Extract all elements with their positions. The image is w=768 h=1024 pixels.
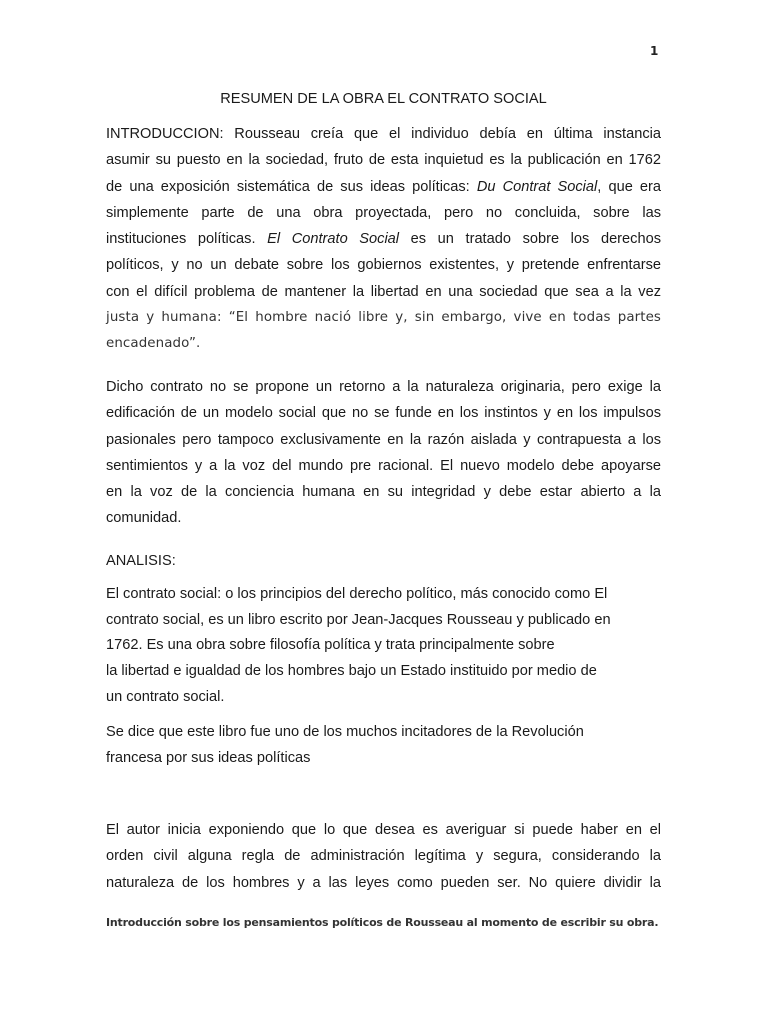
intro-line-3: de una exposición sistemática de sus ideas políticas: Du Contrat Social, que era	[106, 178, 662, 195]
dicho-paragraph	[106, 374, 661, 532]
intro-line-4: simplemente parte de una obra proyectada, pero no concluida, sobre las	[106, 204, 661, 221]
analisis-line-1: El contrato social: o los principios del derecho político, más conocido como El	[106, 586, 608, 602]
page-number: 1	[650, 44, 659, 58]
quote-line-2: encadenado”.	[106, 336, 201, 352]
dicho-line-3: pasionales pero tampoco exclusivamente en la razón aislada y contrapuesta a los	[106, 431, 661, 448]
dicho-line-5: en la voz de la conciencia humana en su integridad y debe estar abierto a la	[106, 484, 661, 501]
intro-line-7: con el difícil problema de mantener la libertad en una sociedad que sea a la vez	[106, 283, 661, 300]
analisis-line-5: un contrato social.	[106, 688, 225, 705]
el-contrato-social-title: El Contrato Social	[267, 231, 400, 248]
document-title: RESUMEN DE LA OBRA EL CONTRATO SOCIAL	[220, 91, 547, 107]
analisis-paragraph	[106, 582, 661, 711]
dicho-line-2: edificación de un modelo social que no se funde en los instintos y en los impulsos	[106, 405, 661, 422]
intro-line-5: instituciones políticas. El Contrato Social es un tratado sobre los derechos	[106, 231, 661, 248]
dicho-line-4: sentimientos y a la voz del mundo pre racional. El nuevo modelo debe apoyarse	[106, 457, 661, 474]
autor-line-2: orden civil alguna regla de administración legítima y segura, considerando la	[106, 848, 661, 865]
intro-line-6: políticos, y no un debate sobre los gobiernos existentes, y pretende enfrentarse	[106, 257, 661, 274]
se-dice-line-2: francesa por sus ideas políticas	[106, 749, 311, 766]
analisis-line-2: contrato social, es un libro escrito por Jean-Jacques Rousseau y publicado en	[106, 611, 611, 628]
analisis-line-4: la libertad e igualdad de los hombres bajo un Estado instituido por medio de	[106, 663, 597, 680]
analisis-line-3: 1762. Es una obra sobre filosofía política y trata principalmente sobre	[106, 637, 555, 654]
intro-line-2: asumir su puesto en la sociedad, fruto de esta inquietud es la publicación en 1762	[106, 152, 661, 169]
intro-paragraph	[106, 121, 661, 358]
autor-line-1: El autor inicia exponiendo que lo que desea es averiguar si puede haber en el	[106, 822, 661, 838]
intro-line-1: INTRODUCCION: Rousseau creía que el individuo debía en última instancia	[106, 126, 661, 142]
footnote: Introducción sobre los pensamientos políticos de Rousseau al momento de escribir su obra.	[106, 916, 659, 929]
du-contrat-social-title: Du Contrat Social	[476, 178, 598, 195]
autor-line-3: naturaleza de los hombres y a las leyes como pueden ser. No quiere dividir la	[106, 874, 661, 891]
dicho-line-1: Dicho contrato no se propone un retorno a la naturaleza originaria, pero exige la	[106, 379, 661, 395]
se-dice-paragraph	[106, 720, 661, 771]
analisis-heading: ANALISIS:	[106, 553, 176, 569]
se-dice-line-1: Se dice que este libro fue uno de los muchos incitadores de la Revolución	[106, 724, 584, 740]
quote-line-1: justa y humana: “El hombre nació libre y, sin embargo, vive en todas partes	[106, 310, 661, 326]
autor-paragraph	[106, 817, 661, 896]
dicho-line-6: comunidad.	[106, 510, 182, 527]
